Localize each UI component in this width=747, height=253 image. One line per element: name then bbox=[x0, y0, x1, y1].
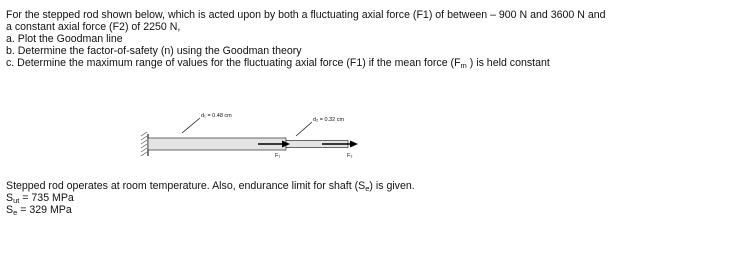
fixed-wall bbox=[141, 132, 148, 156]
conditions-subscript: e bbox=[365, 184, 370, 193]
f1-force-label: F₁ bbox=[275, 153, 281, 159]
se-number: = 329 MPa bbox=[17, 204, 72, 216]
task-c-text-end: ) is held constant bbox=[466, 57, 550, 69]
se-subscript: e bbox=[13, 208, 18, 217]
sut-symbol: S bbox=[6, 192, 14, 204]
task-c-subscript: m bbox=[460, 61, 467, 70]
d1-leader bbox=[182, 118, 200, 133]
task-c-text: c. Determine the maximum range of values for the fluctuating axial force (F1) if the mean force (F bbox=[6, 57, 461, 69]
task-a: a. Plot the Goodman line bbox=[6, 33, 123, 45]
conditions-text-post: ) is given. bbox=[369, 180, 415, 192]
se-symbol: S bbox=[6, 204, 14, 216]
d2-leader bbox=[296, 122, 312, 136]
sut-subscript: ut bbox=[13, 196, 20, 205]
conditions-text-pre: Stepped rod operates at room temperature. Also, endurance limit for shaft (S bbox=[6, 180, 366, 192]
se-value bbox=[6, 204, 72, 217]
f2-force-label: F₂ bbox=[347, 153, 353, 159]
task-b: b. Determine the factor-of-safety (n) using the Goodman theory bbox=[6, 45, 302, 57]
d2-diameter-label: d₂ = 0.32 cm bbox=[313, 117, 345, 123]
problem-intro-line-1: For the stepped rod shown below, which is acted upon by both a fluctuating axial force (F1) of between – 900 N and 3600 N and bbox=[6, 9, 606, 21]
d1-diameter-label: d₁ = 0.48 cm bbox=[201, 113, 232, 119]
problem-intro-line-2: a constant axial force (F2) of 2250 N, bbox=[6, 21, 181, 33]
sut-number: = 735 MPa bbox=[19, 192, 74, 204]
